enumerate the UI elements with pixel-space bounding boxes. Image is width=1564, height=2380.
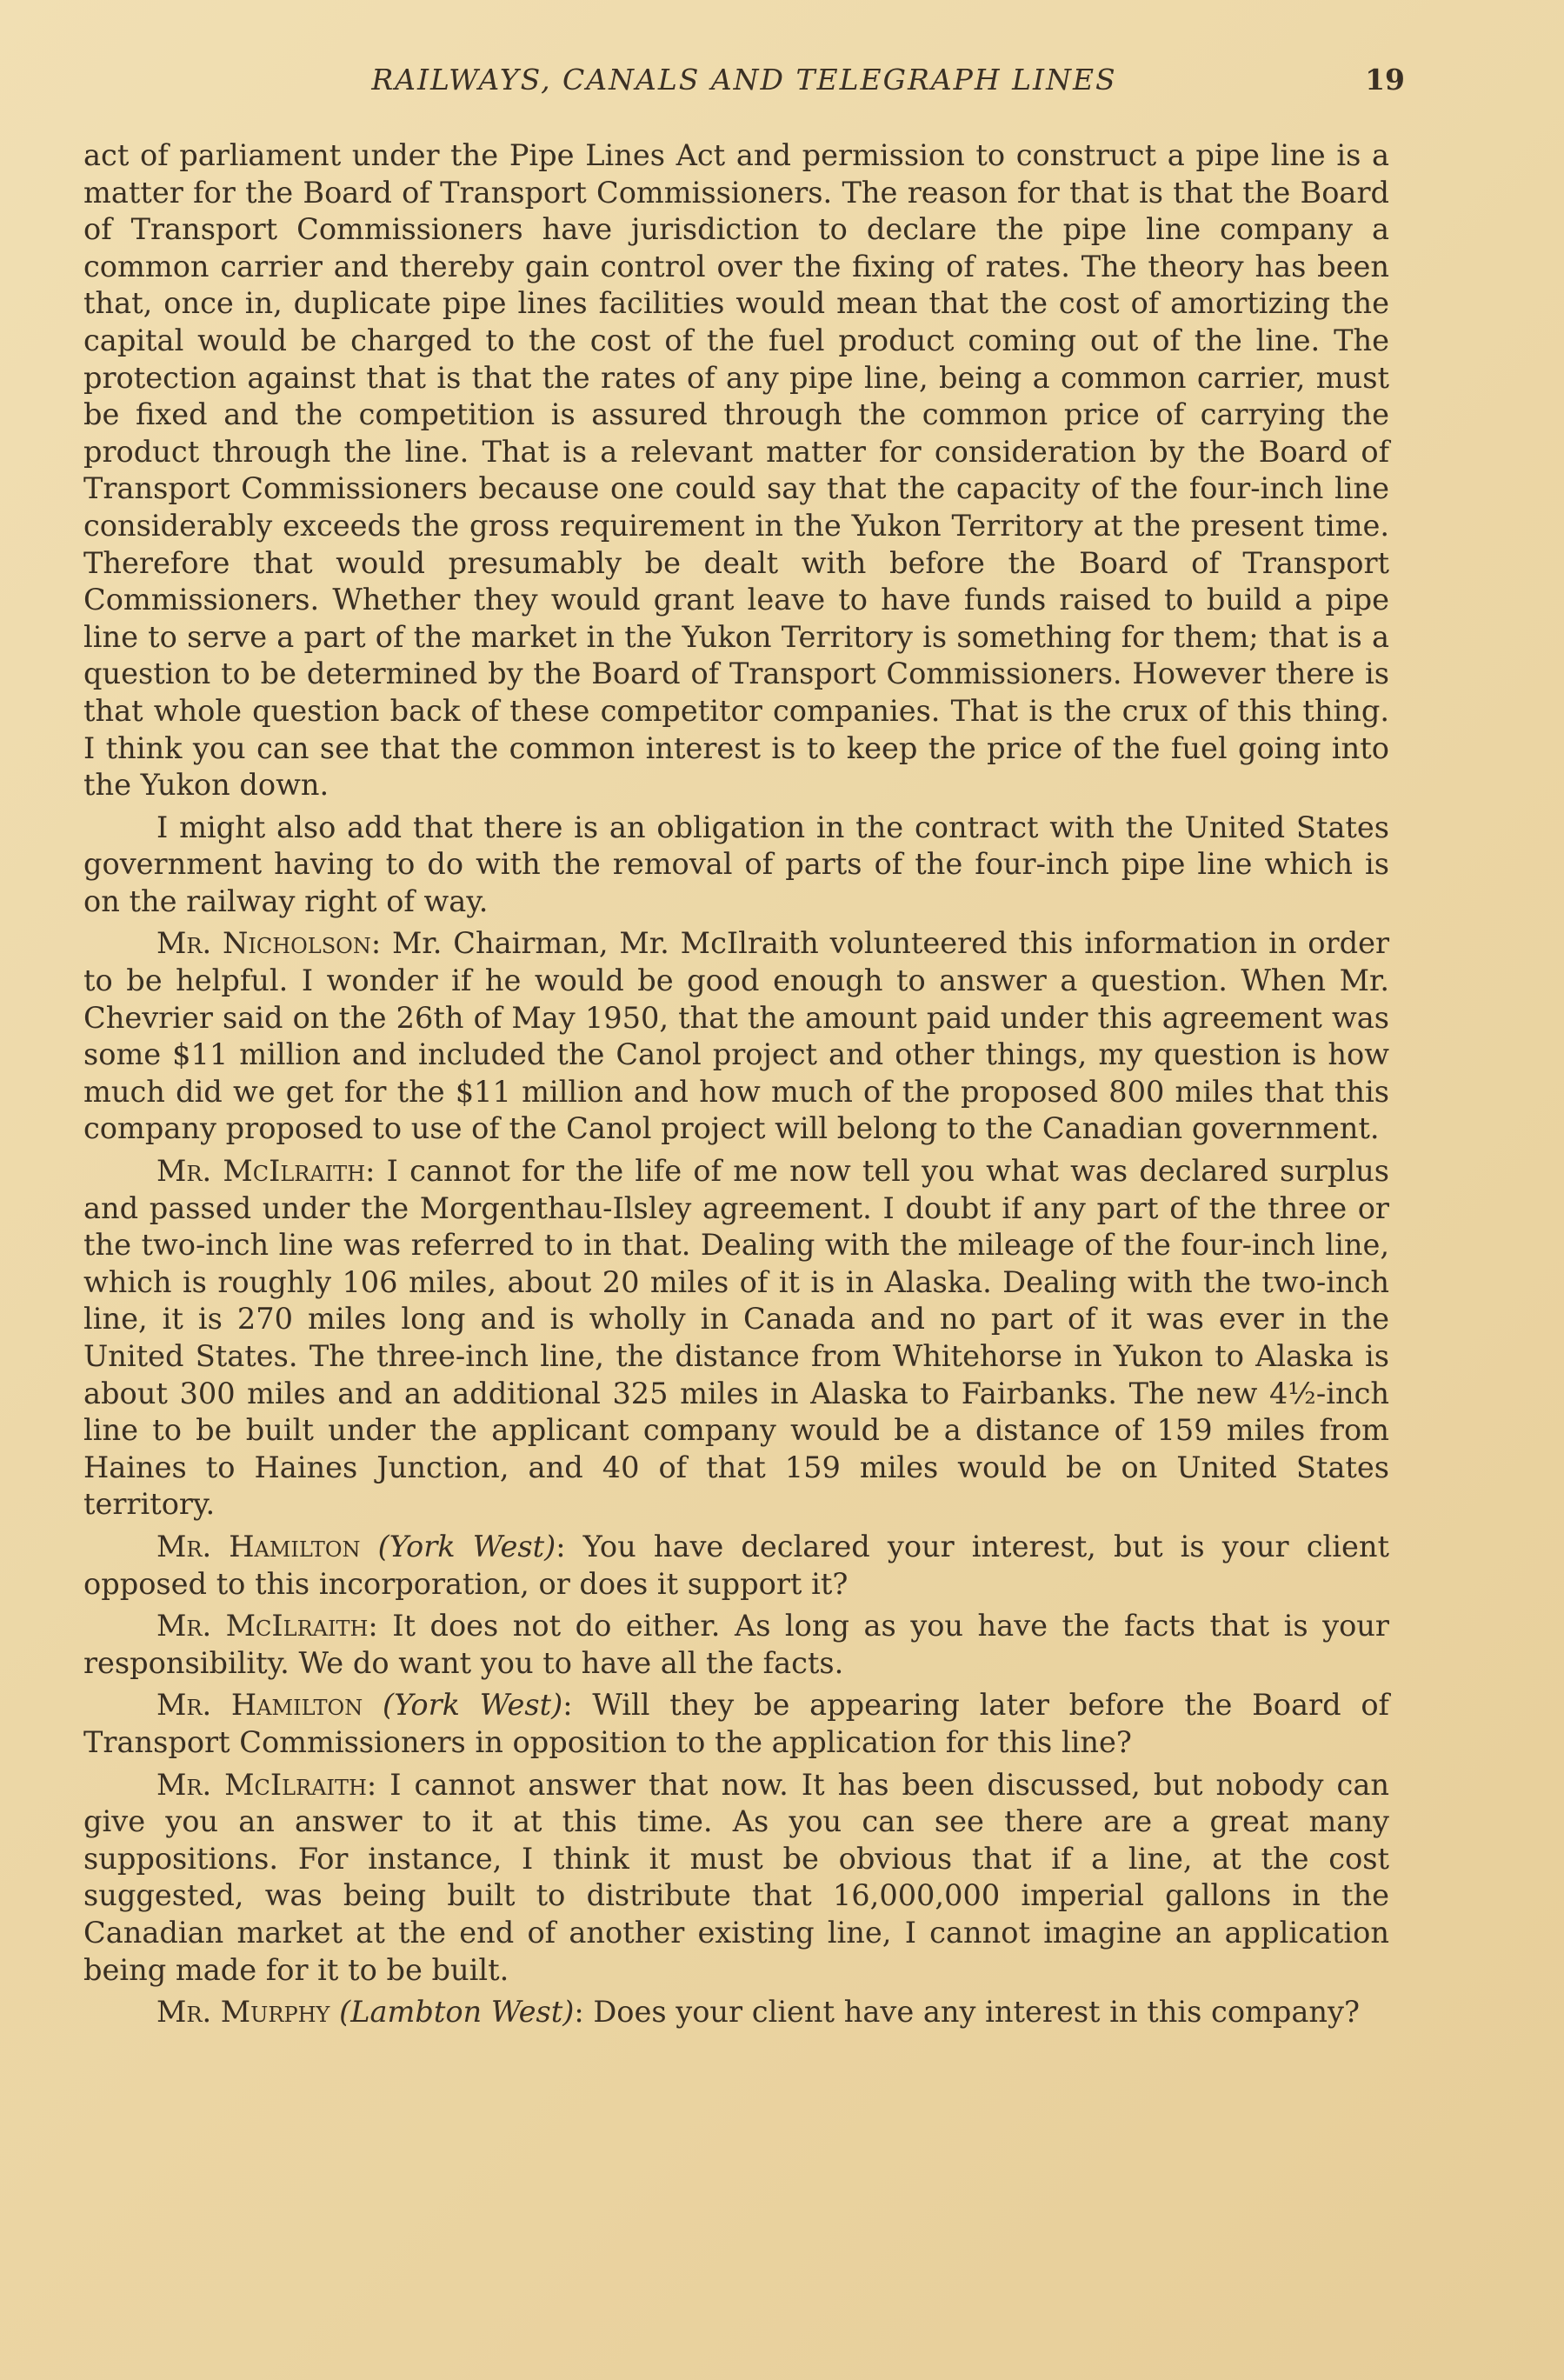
speech-text: Mr. Chairman, Mr. McIlraith volunteered this information in order to be helpful. I wonder if he would be good enough to answer a question. When Mr. Chevrier said on the 26th of May 1950, that the amount paid under this agreement was some $11 million and included the Canol project and other things, my question is how much did we get for the $11 million and how much of the proposed 800 miles that this company proposed to use of the Canol project will belong to the Canadian government.	[83, 926, 1389, 1146]
running-head	[83, 63, 1405, 106]
speech-paragraph: Mr. McIlraith: I cannot for the life of me now tell you what was declared surplus and passed under the Morgenthau-Ilsley agreement. I doubt if any part of the three or the two-inch line was referred to in that. Dealing with the mileage of the four-inch line, which is roughly 106 miles, about 20 miles of it is in Alaska. Dealing with the two-inch line, it is 270 miles long and is wholly in Canada and no part of it was ever in the United States. The three-inch line, the distance from Whitehorse in Yukon to Alaska is about 300 miles and an additional 325 miles in Alaska to Fairbanks. The new 4½-inch line to be built under the applicant company would be a distance of 159 miles from Haines to Haines Junction, and 40 of that 159 miles would be on United States territory.	[83, 1154, 1389, 1522]
speech-text: It does not do either. As long as you have the facts that is your responsibility. We do want you to have all the facts.	[83, 1609, 1389, 1680]
paragraph-text: act of parliament under the Pipe Lines Act and permission to construct a pipe line is a matter for the Board of Transport Commissioners. The reason for that is that the Board of Transport Commissioners have jurisdiction to declare the pipe line company a common carrier and thereby gain control over the fixing of rates. The theory has been that, once in, duplicate pipe lines facilities would mean that the cost of amortizing the capital would be charged to the cost of the fuel product coming out of the line. The protection against that is that the rates of any pipe line, being a common carrier, must be fixed and the competition is assured through the common price of carrying the product through the line. That is a relevant matter for consideration by the Board of Transport Commissioners because one could say that the capacity of the four-inch line considerably exceeds the gross requirement in the Yukon Territory at the present time. Therefore that would presumably be dealt with before the Board of Transport Commissioners. Whether they would grant leave to have funds raised to build a pipe line to serve a part of the market in the Yukon Territory is something for them; that is a question to be determined by the Board of Transport Commissioners. However there is that whole question back of these competitor companies. That is the crux of this thing. I think you can see that the common interest is to keep the price of the fuel going into the Yukon down.	[83, 138, 1389, 803]
speech-text: Will they be appearing later before the Board of Transport Commissioners in opposition to the application for this line?	[83, 1688, 1389, 1759]
speaker-name: Mr. Hamilton	[156, 1688, 363, 1723]
paragraph-text: I might also add that there is an obligation in the contract with the United States government having to do with the removal of parts of the four-inch pipe line which is on the railway right of way.	[83, 810, 1389, 918]
speaker-name: Mr. Murphy	[156, 1995, 330, 2030]
paragraph	[83, 810, 1389, 921]
speaker-name: Mr. Nicholson	[156, 926, 371, 961]
speech-paragraph: Mr. Nicholson: Mr. Chairman, Mr. McIlraith volunteered this information in order to be helpful. I wonder if he would be good enough to answer a question. When Mr. Chevrier said on the 26th of May 1950, that the amount paid under this agreement was some $11 million and included the Canol project and other things, my question is how much did we get for the $11 million and how much of the proposed 800 miles that this company proposed to use of the Canol project will belong to the Canadian government.	[83, 926, 1389, 1146]
speaker-name: Mr. McIlraith	[156, 1154, 366, 1189]
speaker-name: Mr. Hamilton	[156, 1529, 361, 1563]
page-number: 19	[1365, 63, 1405, 97]
speech-paragraph: Mr. McIlraith: It does not do either. As long as you have the facts that is your responsibility. We do want you to have all the facts.	[83, 1609, 1389, 1680]
speaker-name: Mr. McIlraith	[156, 1609, 369, 1643]
speaker-name: Mr. McIlraith	[156, 1767, 367, 1802]
speaker-riding: (Lambton West)	[339, 1995, 575, 2030]
speech-text: I cannot answer that now. It has been discussed, but nobody can give you an answer to it at this time. As you can see there are a great many suppositions. For instance, I think it must be obvious that if a line, at the cost suggested, was being built to distribute that 16,000,000 imperial gallons in the Canadian market at the end of another existing line, I cannot imagine an application being made for it to be built.	[83, 1767, 1389, 1987]
speech-paragraph: Mr. Hamilton (York West): You have declared your interest, but is your client opposed to this incorporation, or does it support it?	[83, 1529, 1389, 1601]
speech-text: You have declared your interest, but is your client opposed to this incorporation, or does it support it?	[83, 1529, 1389, 1601]
body-text	[83, 137, 1389, 2037]
speech-text: I cannot for the life of me now tell you what was declared surplus and passed under the Morgenthau-Ilsley agreement. I doubt if any part of the three or the two-inch line was referred to in that. Dealing with the mileage of the four-inch line, which is roughly 106 miles, about 20 miles of it is in Alaska. Dealing with the two-inch line, it is 270 miles long and is wholly in Canada and no part of it was ever in the United States. The three-inch line, the distance from Whitehorse in Yukon to Alaska is about 300 miles and an additional 325 miles in Alaska to Fairbanks. The new 4½-inch line to be built under the applicant company would be a distance of 159 miles from Haines to Haines Junction, and 40 of that 159 miles would be on United States territory.	[83, 1154, 1389, 1522]
speech-text: Does your client have any interest in this company?	[593, 1995, 1361, 2030]
running-title: RAILWAYS, CANALS AND TELEGRAPH LINES	[371, 63, 1117, 97]
speaker-riding: (York West)	[377, 1529, 556, 1563]
speaker-riding: (York West)	[383, 1688, 563, 1723]
paragraph	[83, 137, 1389, 804]
speech-paragraph: Mr. McIlraith: I cannot answer that now. It has been discussed, but nobody can give you an answer to it at this time. As you can see there are a great many suppositions. For instance, I think it must be obvious that if a line, at the cost suggested, was being built to distribute that 16,000,000 imperial gallons in the Canadian market at the end of another existing line, I cannot imagine an application being made for it to be built.	[83, 1767, 1389, 1987]
speech-paragraph: Mr. Murphy (Lambton West): Does your client have any interest in this company?	[156, 1995, 1361, 2030]
speech-paragraph: Mr. Hamilton (York West): Will they be appearing later before the Board of Transport Commissioners in opposition to the application for this line?	[83, 1688, 1389, 1759]
